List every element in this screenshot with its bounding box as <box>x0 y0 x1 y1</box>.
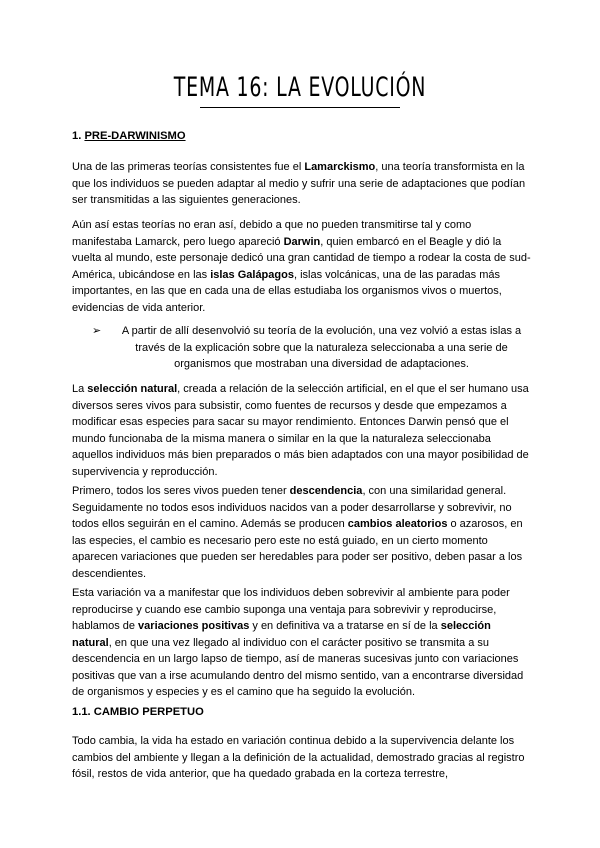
bold-term: islas Galápagos <box>210 268 294 281</box>
title-underline <box>200 107 400 108</box>
paragraph-cambio-perpetuo: Todo cambia, la vida ha estado en variación continua debido a la supervivencia delante los cambios del ambiente y llegan a la definición de la actualidad, demostrado gracias al registro fósil, restos de vida anterior, que ha quedado grabada en la corteza terrestre, <box>72 735 525 780</box>
bold-term: selección natural <box>72 620 491 649</box>
section-title: PRE-DARWINISMO <box>84 130 186 142</box>
paragraph-darwin <box>72 217 532 316</box>
section-number: 1. <box>72 130 82 142</box>
bullet-text: A partir de allí desenvolvió su teoría de la evolución, una vez volvió a estas islas a través de la explicación sobre que la naturaleza seleccionaba a una serie de organismos que mostraban una diversidad de adaptaciones. <box>121 325 522 370</box>
text-run: , una teoría transformista en la que los individuos se pueden adaptar al medio y sufrir una serie de adaptaciones que podían ser transmitidas a las siguientes generaciones. <box>72 161 526 206</box>
paragraph-seleccion-natural <box>72 381 532 480</box>
text-run: La <box>72 383 88 395</box>
arrow-bullet-icon: ➢ <box>92 325 102 337</box>
bold-term: cambios aleatorios <box>347 518 448 530</box>
bold-term: Lamarckismo <box>304 161 376 173</box>
text-run: , en que una vez llegado al individuo con el carácter positivo se transmita a su descendencia en un largo lapso de tiempo, así de maneras sucesivas junto con variaciones positivas que van a irse acumulando dentro del mismo sentido, van a encontrarse diversidad de organismos y especies y es el camino que ha seguido la evolución. <box>72 636 524 698</box>
paragraph-variacion <box>72 585 532 701</box>
text-run: Esta variación va a manifestar que los individuos deben sobrevivir al ambiente para poder reproducirse y cuando ese cambio suponga una ventaja para sobrevivir y reproducirse, hablamos de <box>72 587 510 632</box>
bold-term: Darwin <box>283 235 321 248</box>
section-heading-1-1: 1.1. CAMBIO PERPETUO <box>72 706 204 718</box>
text-run: y en definitiva va a tratarse en sí de la <box>249 620 441 632</box>
text-run: Aún así estas teorías no eran así, debido a que no pueden transmitirse tal y como manifestaba Lamarck, pero luego apareció <box>72 219 472 248</box>
text-run: , con una similaridad general. Seguidamente no todos esos individuos nacidos van a poder desarrollarse y sobrevivir, no todos ellos seguirán en el camino. Además se producen <box>72 485 512 530</box>
text-run: o azarosos, en las especies, el cambio es necesario pero este no está guiado, en un cierto momento aparecen variaciones que pueden ser heredables para poder ser positivo, deben pasar a los descendientes. <box>72 518 523 580</box>
bold-term: descendencia <box>289 485 363 497</box>
bold-term: selección natural <box>87 383 178 395</box>
text-run: , creada a relación de la selección artificial, en el que el ser humano usa diversos seres vivos para subsistir, como fuentes de recursos y desde que empezamos a modificar esas especies para sacar su mayor rendimiento. Entonces Darwin pensó que el mundo funcionaba de la misma manera o similar en la que la naturaleza seleccionaba aquellos individuos más bien preparados o más bien adaptados con una mayor posibilidad de supervivencia y reproducción. <box>72 383 529 478</box>
text-run: , islas volcánicas, una de las paradas más importantes, en las que en cada una de ellas estudiaba los organismos vivos o muertos, evidencias de vida anterior. <box>72 268 502 314</box>
bold-term: variaciones positivas <box>138 620 250 632</box>
section-heading-1 <box>72 130 186 142</box>
paragraph-lamarckismo <box>72 159 532 209</box>
paragraph-descendencia <box>72 483 532 582</box>
bullet-item <box>92 323 532 373</box>
text-run: Primero, todos los seres vivos pueden tener <box>72 485 290 497</box>
text-run: Una de las primeras teorías consistentes fue el <box>72 161 305 173</box>
page-title: TEMA 16: LA EVOLUCIÓN <box>173 72 427 103</box>
text-run: , quien embarcó en el Beagle y dió la vuelta al mundo, este personaje dedicó una gran cantidad de tiempo a rodear la costa de sud-América, ubicándose en las <box>72 235 531 281</box>
